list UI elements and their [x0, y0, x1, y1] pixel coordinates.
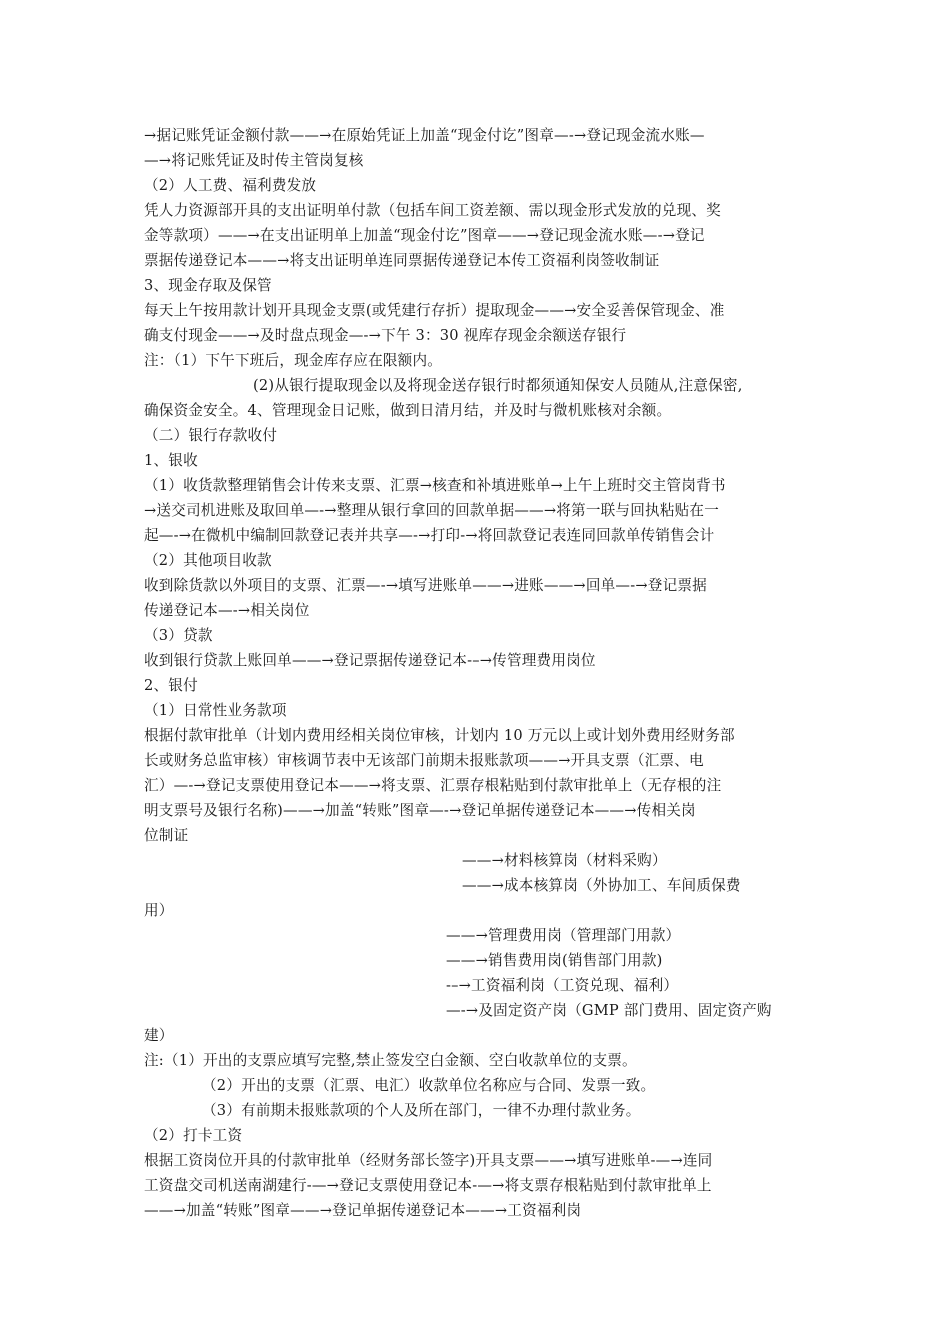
section-heading: （1）日常性业务款项 — [144, 702, 287, 719]
text-line: →据记账凭证金额付款——→在原始凭证上加盖“现金付讫”图章—-→登记现金流水账— — [144, 127, 705, 144]
section-heading: 2、银付 — [144, 677, 198, 694]
routing-line: -–→工资福利岗（工资兑现、福利） — [446, 977, 679, 994]
note-line: 注:（1）开出的支票应填写完整,禁止签发空白金额、空白收款单位的支票。 — [144, 1052, 637, 1069]
text-line: 起—-→在微机中编制回款登记表并共享—-→打印-→将回款登记表连同回款单传销售会计 — [144, 527, 715, 544]
routing-line: ——→成本核算岗（外协加工、车间质保费 — [462, 877, 741, 894]
section-heading: （2）打卡工资 — [144, 1127, 243, 1144]
text-line: 明支票号及银行名称)——→加盖“转账”图章—-→登记单据传递登记本——→传相关岗 — [144, 802, 696, 819]
text-line: （1）收货款整理销售会计传来支票、汇票→核查和补填进账单→上午上班时交主管岗背书 — [144, 477, 726, 494]
text-line: 凭人力资源部开具的支出证明单付款（包括车间工资差额、需以现金形式发放的兑现、奖 — [144, 202, 721, 219]
text-line: 建） — [144, 1027, 174, 1044]
text-line: 票据传递登记本——→将支出证明单连同票据传递登记本传工资福利岗签收制证 — [144, 252, 660, 269]
section-heading: 1、银收 — [144, 452, 198, 469]
note-line: （2）开出的支票（汇票、电汇）收款单位名称应与合同、发票一致。 — [202, 1077, 656, 1094]
text-line: 用） — [144, 902, 174, 919]
text-line: ——→加盖“转账”图章——→登记单据传递登记本——→工资福利岗 — [144, 1202, 582, 1219]
text-line: 确支付现金——→及时盘点现金—-→下午 3：30 视库存现金余额送存银行 — [144, 327, 627, 344]
note-line: （3）有前期未报账款项的个人及所在部门，一律不办理付款业务。 — [202, 1102, 641, 1119]
text-line: 位制证 — [144, 827, 189, 844]
text-line: 传递登记本—-→相关岗位 — [144, 602, 310, 619]
text-line: —→将记账凭证及时传主管岗复核 — [144, 152, 364, 169]
section-heading: （2）其他项目收款 — [144, 552, 272, 569]
text-line: 工资盘交司机送南湖建行-—→登记支票使用登记本-—→将支票存根粘贴到付款审批单上 — [144, 1177, 712, 1194]
text-line: 收到银行贷款上账回单——→登记票据传递登记本-–→传管理费用岗位 — [144, 652, 596, 669]
text-line: 每天上午按用款计划开具现金支票(或凭建行存折）提取现金——→安全妥善保管现金、准 — [144, 302, 725, 319]
section-heading: （2）人工费、福利费发放 — [144, 177, 317, 194]
text-line: 收到除货款以外项目的支票、汇票—-→填写进账单——→进账——→回单—-→登记票据 — [144, 577, 707, 594]
routing-line: ——→销售费用岗(销售部门用款) — [446, 952, 663, 969]
text-line: 根据工资岗位开具的付款审批单（经财务部长签字)开具支票——→填写进账单-—→连同 — [144, 1152, 713, 1169]
section-heading: 3、现金存取及保管 — [144, 277, 272, 294]
routing-line: ——→管理费用岗（管理部门用款） — [446, 927, 681, 944]
text-line: 金等款项）——→在支出证明单上加盖“现金付讫”图章——→登记现金流水账—-→登记 — [144, 227, 705, 244]
section-heading: （3）贷款 — [144, 627, 213, 644]
routing-line: —-→及固定资产岗（GMP 部门费用、固定资产购 — [446, 1002, 772, 1019]
routing-line: ——→材料核算岗（材料采购） — [462, 852, 667, 869]
text-line: 长或财务总监审核）审核调节表中无该部门前期未报账款项——→开具支票（汇票、电 — [144, 752, 704, 769]
text-line: 汇）—-→登记支票使用登记本——→将支票、汇票存根粘贴到付款审批单上（无存根的注 — [144, 777, 722, 794]
text-line: 根据付款审批单（计划内费用经相关岗位审核，计划内 10 万元以上或计划外费用经财务部 — [144, 727, 735, 744]
note-line: (2)从银行提取现金以及将现金送存银行时都须通知保安人员随从,注意保密, — [253, 377, 743, 394]
note-line: 注：（1）下午下班后，现金库存应在限额内。 — [144, 352, 443, 369]
section-heading: （二）银行存款收付 — [144, 427, 278, 444]
text-line: 确保资金安全。4、管理现金日记账，做到日清月结，并及时与微机账核对余额。 — [144, 402, 672, 419]
text-line: →送交司机进账及取回单—-→整理从银行拿回的回款单据——→将第一联与回执粘贴在一 — [144, 502, 719, 519]
